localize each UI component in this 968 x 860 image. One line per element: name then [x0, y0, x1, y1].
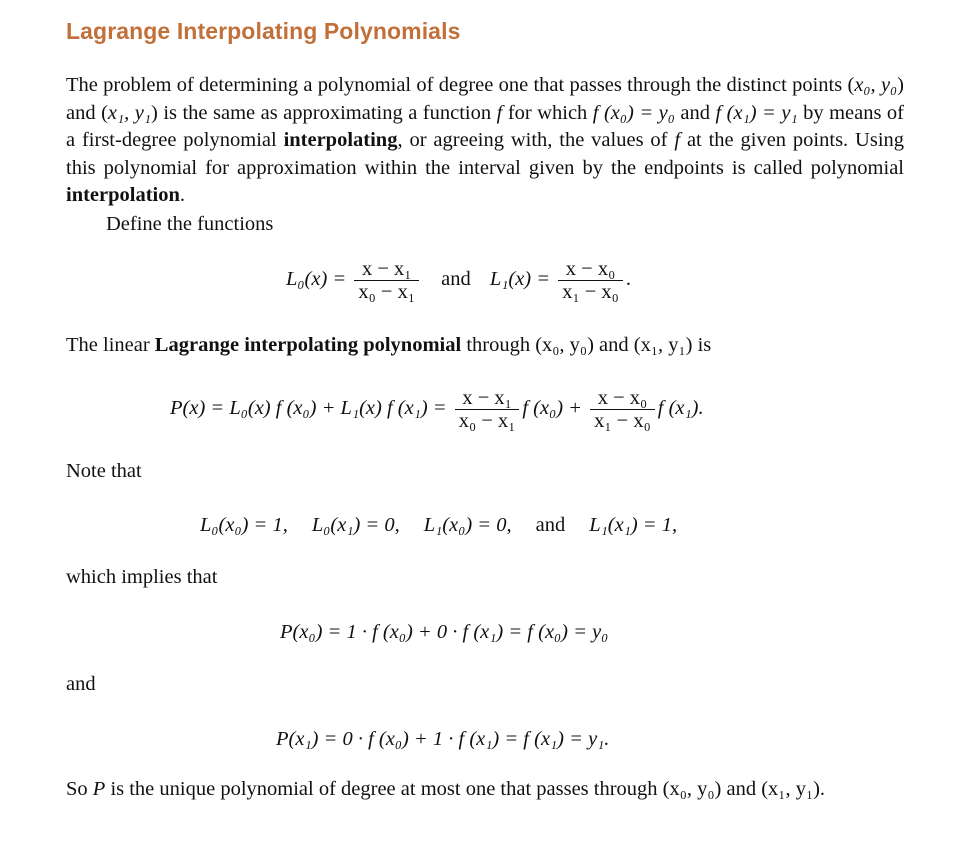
fraction-numerator: x − x₀ — [558, 258, 623, 281]
implies-text: which implies that — [66, 566, 218, 588]
intro-condition-0: f (x₀) = y₀ — [592, 101, 675, 124]
define-text: Define the functions — [106, 213, 274, 235]
linear-lagrange-text — [66, 334, 711, 357]
equation-p-at-x1 — [276, 728, 609, 751]
eq1-l0: L₀(x) = — [286, 268, 347, 291]
eq4: P(x₀) = 1 · f (x₀) + 0 · f (x₁) = f (x₀) = y₀ — [280, 621, 609, 643]
intro-text: The problem of determining a polynomial of degree one that passes through the distinct points ( — [66, 74, 855, 96]
linear-text: through (x₀, y₀) and (x₁, y₁) is — [461, 334, 712, 356]
eq5: P(x₁) = 0 · f (x₀) + 1 · f (x₁) = f (x₁) = y₁. — [276, 728, 610, 750]
conclusion-text: So — [66, 778, 93, 800]
note-text: Note that — [66, 460, 142, 482]
eq2-end: f (x₁). — [657, 397, 704, 420]
term-interpolation: interpolation — [66, 184, 180, 206]
fraction-numerator: x − x₁ — [354, 258, 419, 281]
equation-basis-functions — [286, 258, 631, 303]
intro-text: ) is the same as approximating a function — [151, 101, 497, 124]
fraction-numerator: x − x₀ — [590, 387, 655, 410]
conclusion-paragraph — [66, 776, 904, 804]
intro-point-0: x₀, y₀ — [854, 74, 898, 96]
equation-p-at-x0 — [280, 621, 608, 644]
eq3-b: L₀(x₁) = 0, — [311, 514, 400, 536]
term-interpolating: interpolating — [283, 129, 398, 151]
eq3-a: L₀(x₀) = 1, — [200, 514, 288, 536]
fraction-denominator: x₁ − x₀ — [594, 410, 651, 432]
eq2-mid: f (x₀) + — [522, 397, 583, 420]
eq1-period: . — [625, 268, 631, 291]
conclusion-text: is the unique polynomial of degree at most one that passes through (x₀, y₀) and (x₁, y₁). — [105, 778, 826, 800]
intro-text: , or agreeing with, the values of — [397, 129, 675, 151]
eq3-and: and — [535, 514, 566, 536]
fraction-l1 — [558, 258, 623, 303]
fraction-denominator: x₁ − x₀ — [562, 281, 619, 303]
and-text: and — [66, 673, 96, 695]
intro-point-1: x₁, y₁ — [107, 101, 151, 124]
conclusion-p: P — [92, 778, 106, 800]
intro-text: and — [674, 101, 716, 124]
fraction-a — [455, 387, 520, 432]
fraction-denominator: x₀ − x₁ — [458, 410, 516, 432]
fraction-b — [590, 387, 655, 432]
intro-function-f: f — [674, 129, 681, 151]
equation-polynomial-p — [170, 387, 704, 432]
term-lagrange-polynomial: Lagrange interpolating polynomial — [154, 334, 462, 356]
fraction-denominator: x₀ − x₁ — [358, 281, 415, 303]
intro-text: for which — [502, 101, 593, 124]
eq3-c: L₁(x₀) = 0, — [423, 514, 512, 536]
linear-text: The linear — [66, 334, 155, 356]
intro-condition-1: f (x₁) = y₁ — [715, 101, 798, 124]
intro-text: . — [179, 184, 186, 206]
eq3-d: L₁(x₁) = 1, — [589, 514, 678, 536]
eq1-l1: L₁(x) = — [489, 268, 551, 291]
eq2-lhs: P(x) = L₀(x) f (x₀) + L₁(x) f (x₁) = — [170, 397, 447, 420]
section-heading: Lagrange Interpolating Polynomials — [66, 18, 461, 44]
intro-text: at the given points. Using this polynomial for approximation within the interval given by the endpoints is called polynomial — [66, 129, 905, 179]
fraction-l0 — [354, 258, 419, 303]
fraction-numerator: x − x₁ — [455, 387, 520, 410]
eq1-and: and — [441, 268, 471, 291]
equation-basis-values — [200, 514, 677, 537]
intro-text: ) and ( — [66, 74, 904, 124]
intro-function-f: f — [496, 101, 503, 124]
intro-paragraph — [66, 72, 904, 210]
intro-text: by means of a first-degree polynomial — [66, 101, 905, 151]
